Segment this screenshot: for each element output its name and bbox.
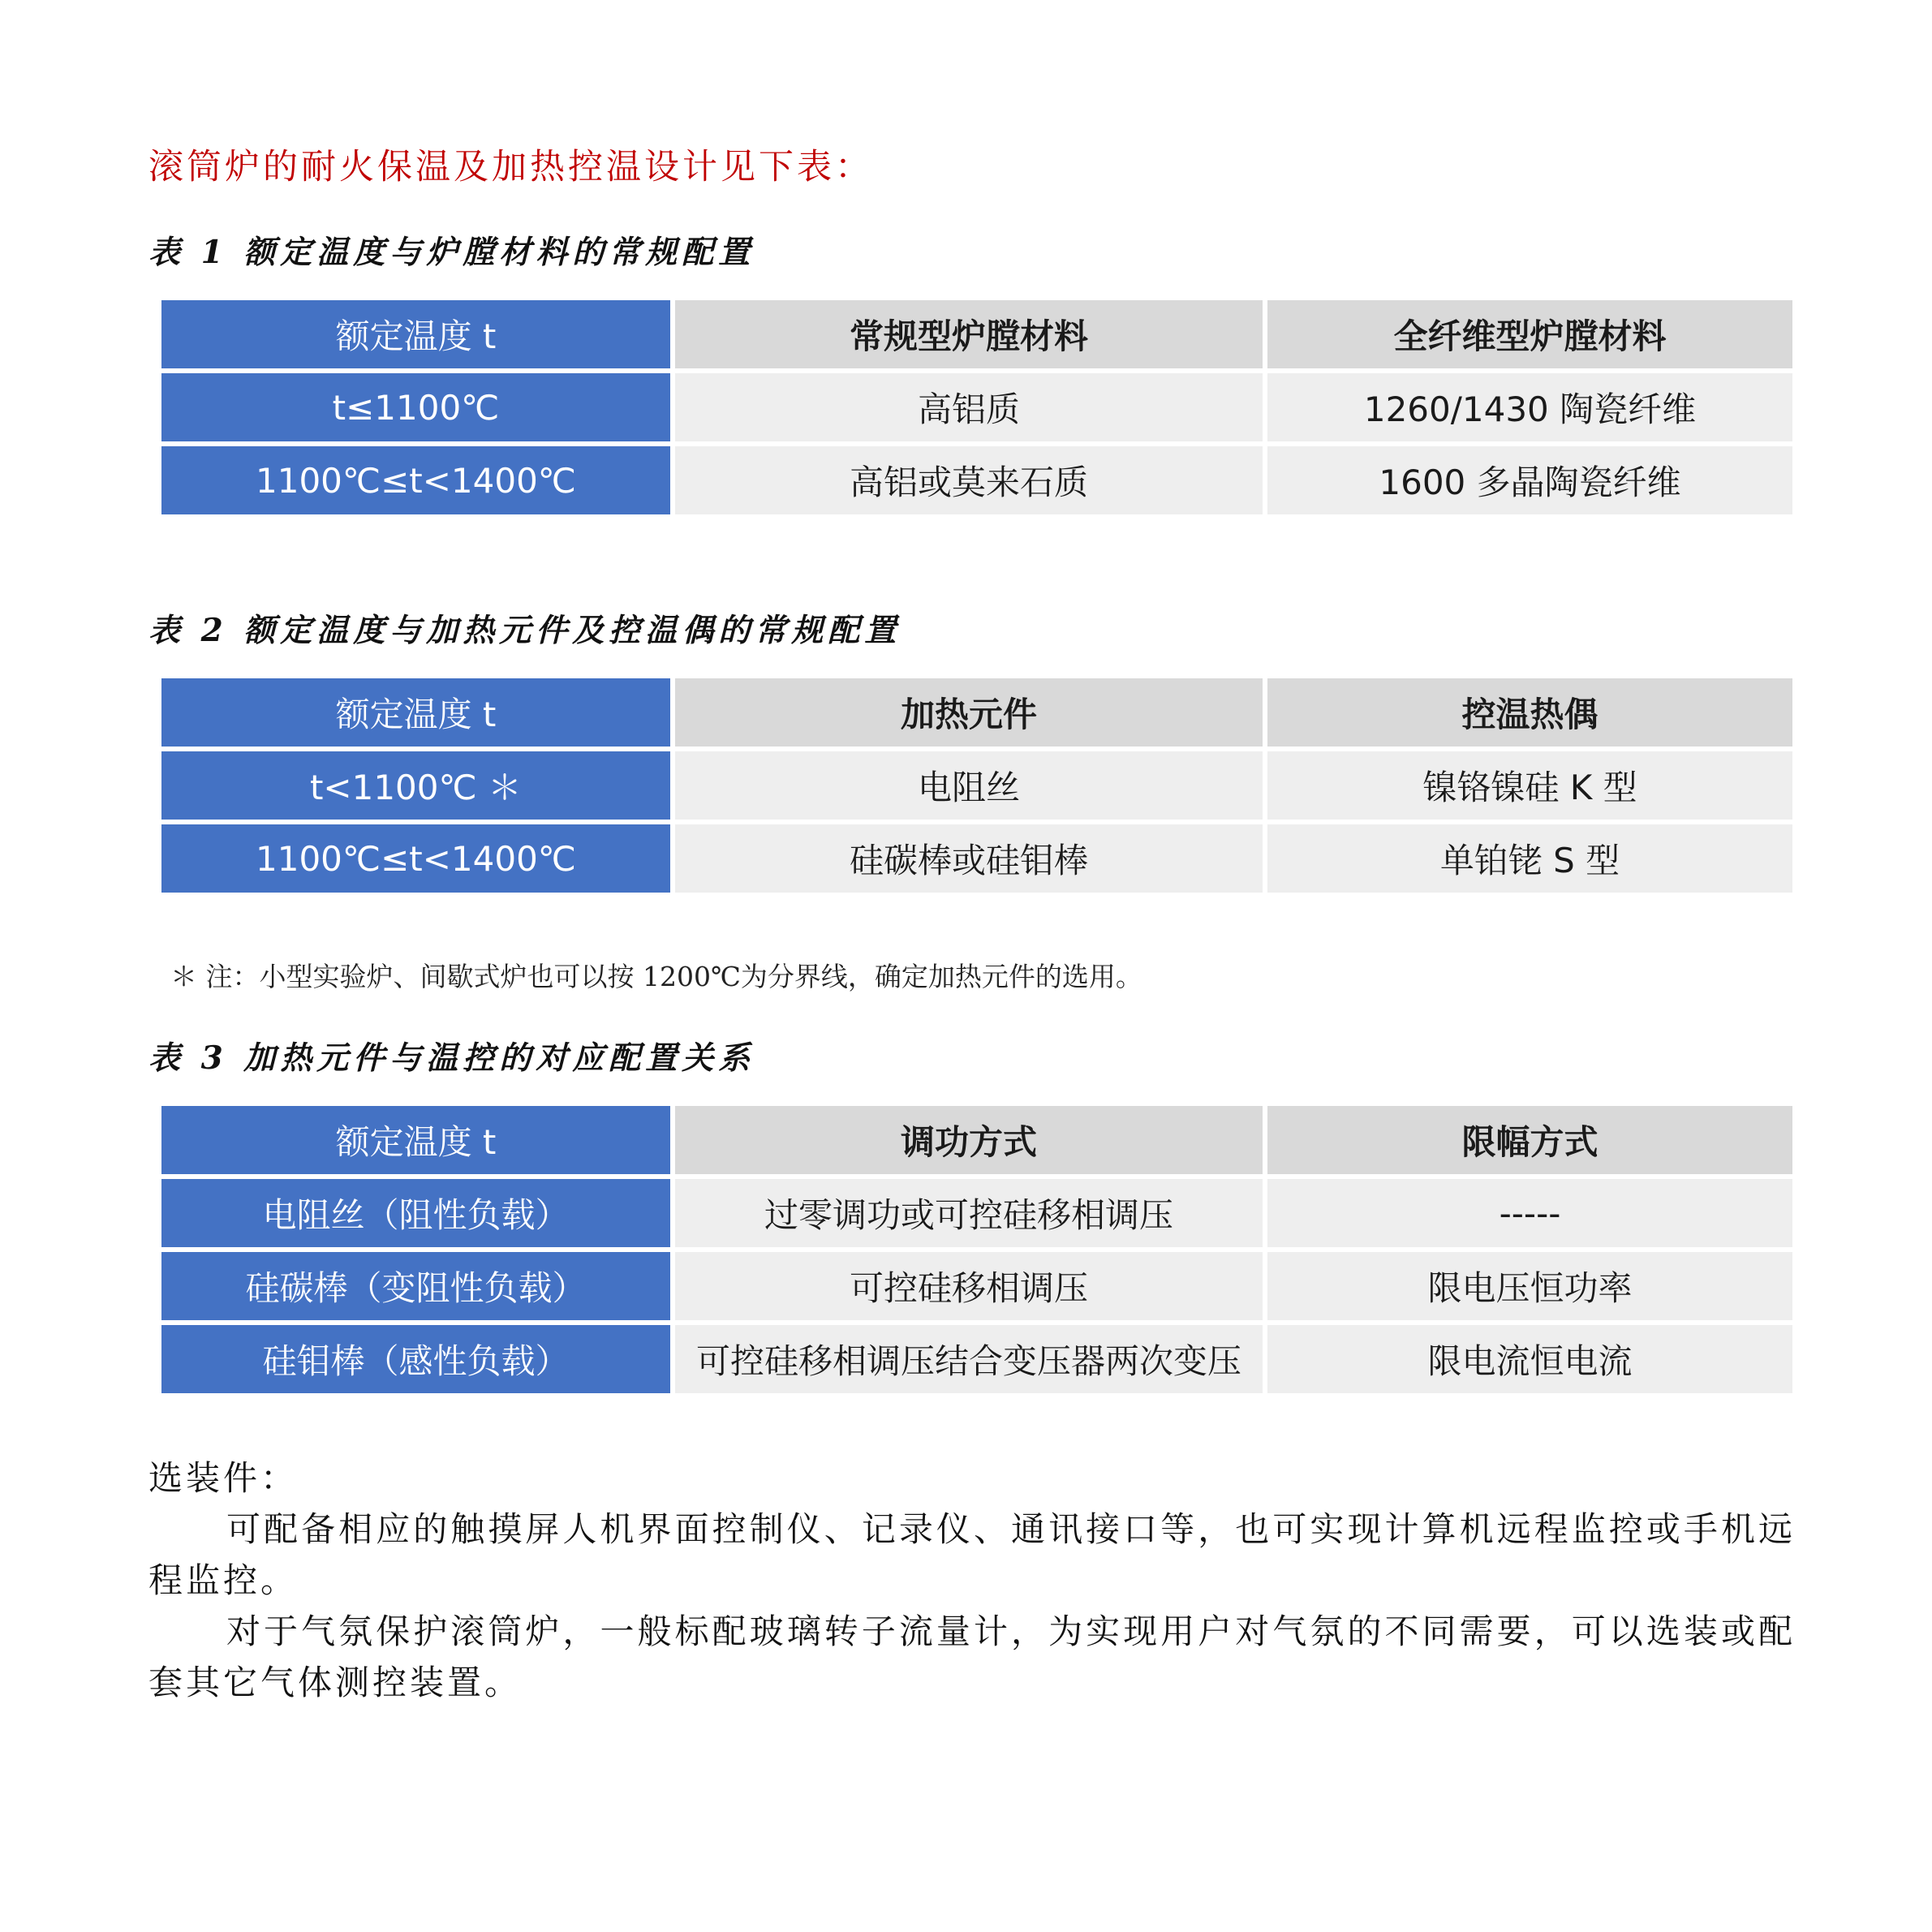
header-cell: 控温热偶 [1267, 678, 1792, 747]
table2-caption: 表 2 额定温度与加热元件及控温偶的常规配置 [148, 612, 901, 649]
table-cell: 1600 多晶陶瓷纤维 [1267, 446, 1792, 514]
table-cell: 1260/1430 陶瓷纤维 [1267, 373, 1792, 441]
table-row [161, 824, 1792, 893]
options-paragraph: 对于气氛保护滚筒炉，一般标配玻璃转子流量计，为实现用户对气氛的不同需要，可以选装或配套其它气体测控装置。 [148, 1611, 1796, 1702]
table-cell: 硅碳棒（变阻性负载） [161, 1252, 670, 1320]
table-cell: 电阻丝（阻性负载） [161, 1179, 670, 1247]
table1-caption: 表 1 额定温度与炉膛材料的常规配置 [148, 234, 755, 271]
table-row [161, 751, 1792, 820]
header-cell: 加热元件 [675, 678, 1263, 747]
table-row [161, 446, 1792, 514]
table-header-row [161, 678, 1792, 747]
table-cell: 硅碳棒或硅钼棒 [675, 824, 1263, 893]
table2 [157, 673, 1797, 897]
table-cell: 高铝或莫来石质 [675, 446, 1263, 514]
header-cell: 额定温度 t [161, 1106, 670, 1174]
table-cell: 1100℃≤t<1400℃ [161, 824, 670, 893]
header-cell: 调功方式 [675, 1106, 1263, 1174]
table-cell: 1100℃≤t<1400℃ [161, 446, 670, 514]
table-cell: 限电压恒功率 [1267, 1252, 1792, 1320]
table-row [161, 1252, 1792, 1320]
table-cell: 高铝质 [675, 373, 1263, 441]
options-section [148, 1452, 1796, 1708]
table-cell: 过零调功或可控硅移相调压 [675, 1179, 1263, 1247]
options-title: 选装件： [148, 1458, 299, 1498]
table3 [157, 1101, 1797, 1398]
table-row [161, 373, 1792, 441]
header-cell: 常规型炉膛材料 [675, 300, 1263, 368]
table-cell: t≤1100℃ [161, 373, 670, 441]
table3-caption: 表 3 加热元件与温控的对应配置关系 [148, 1039, 755, 1077]
header-cell: 额定温度 t [161, 300, 670, 368]
table-header-row [161, 1106, 1792, 1174]
table-cell: ----- [1267, 1179, 1792, 1247]
table-header-row [161, 300, 1792, 368]
table1 [157, 295, 1797, 519]
table-cell: 单铂铑 S 型 [1267, 824, 1792, 893]
table-cell: t<1100℃ ＊ [161, 751, 670, 820]
table-cell: 限电流恒电流 [1267, 1325, 1792, 1393]
table-cell: 电阻丝 [675, 751, 1263, 820]
intro-heading: 滚筒炉的耐火保温及加热控温设计见下表： [148, 147, 873, 187]
table-cell: 硅钼棒（感性负载） [161, 1325, 670, 1393]
footnote: ＊ 注：小型实验炉、间歇式炉也可以按 1200℃为分界线，确定加热元件的选用。 [170, 961, 1142, 992]
header-cell: 额定温度 t [161, 678, 670, 747]
header-cell: 全纤维型炉膛材料 [1267, 300, 1792, 368]
header-cell: 限幅方式 [1267, 1106, 1792, 1174]
table-row [161, 1179, 1792, 1247]
options-paragraph: 可配备相应的触摸屏人机界面控制仪、记录仪、通讯接口等，也可实现计算机远程监控或手机远程监控。 [148, 1509, 1796, 1600]
table-cell: 可控硅移相调压结合变压器两次变压 [675, 1325, 1263, 1393]
table-cell: 镍铬镍硅 K 型 [1267, 751, 1792, 820]
table-row [161, 1325, 1792, 1393]
table-cell: 可控硅移相调压 [675, 1252, 1263, 1320]
